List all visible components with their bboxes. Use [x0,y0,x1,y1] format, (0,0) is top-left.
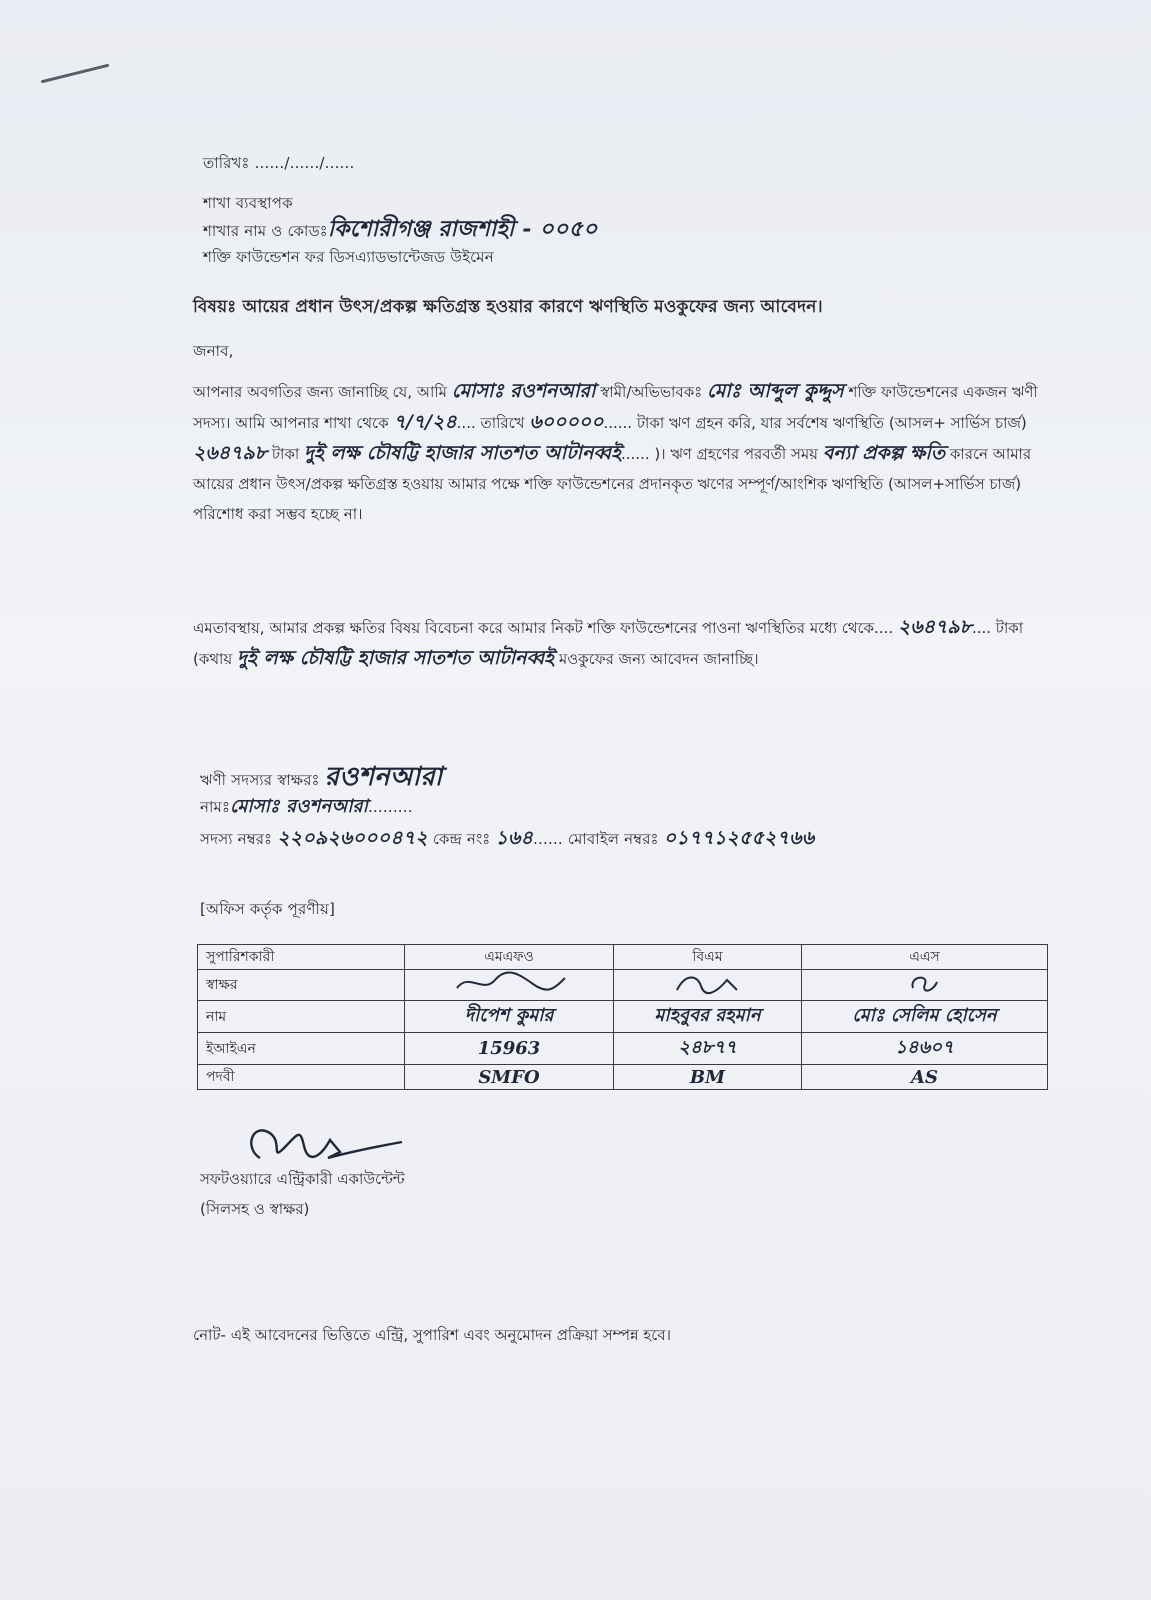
addressee: শাখা ব্যবস্থাপক [203,194,293,212]
mobile-no: ০১৭৭১২৫৫২৭৬৬ [663,827,815,849]
name-as: মোঃ সেলিম হোসেন [852,1005,997,1026]
branch-line [203,212,597,249]
designation-bm: BM [689,1066,726,1088]
table-row [198,1033,1048,1065]
borrower-name-handwritten: মোসাঃ রওশনআরা [451,380,596,402]
cell-mfo: এমএফও [405,945,614,970]
ein-mfo: 15963 [477,1038,541,1059]
waiver-words-handwritten: দুই লক্ষ চৌষট্টি হাজার সাতশত আটানব্বই [237,647,555,669]
para1-text-5: টাকা ঋণ গ্রহন করি, যার সর্বশেষ ঋণস্থিতি (আসল+ সার্ভিস চার্জ) [636,414,1027,432]
para1-text-8: কারনে আমার আয়ের প্রধান উৎস/প্রকল্প ক্ষতিগ্রস্ত হওয়ায় আমার পক্ষে শক্তি ফাউন্ডেশনের প্রদানকৃত ঋণের সম্পূর্ণ/আংশিক ঋণস্থিতি (আসল+সার্ভিস চার্জ) পরিশোধ করা সম্ভব হচ্ছে না। [193,445,1032,523]
cell-bm: বিএম [614,945,802,970]
signature-mfo [405,970,614,1001]
signature-label: ঋণী সদস্যর স্বাক্ষরঃ [200,771,320,789]
table-row [198,1065,1048,1090]
para2-text-1: এমতাবস্থায়, আমার প্রকল্প ক্ষতির বিষয় বিবেচনা করে আমার নিকট শক্তি ফাউন্ডেশনের পাওনা ঋণস্থিতির মধ্যে থেকে [193,619,875,637]
center-label: কেন্দ্র নংঃ [432,830,491,848]
name-mfo: দীপেশ কুমার [464,1005,554,1026]
designation-as: AS [911,1066,938,1088]
organization-name: শক্তি ফাউন্ডেশন ফর ডিসএ্যাডভান্টেজড উইমেন [203,248,494,266]
balance-handwritten: ২৬৪৭৯৮ [193,442,268,464]
row-label: সুপারিশকারী [198,945,405,970]
table-row [198,945,1048,970]
para1-text-1: আপনার অবগতির জন্য জানাচ্ছি যে, আমি [193,383,447,401]
member-no: ২২০৯২৬০০০৪৭২ [277,827,428,849]
borrower-name-line: নামঃমোসাঃ রওশনআরা......... [200,796,413,817]
pen-mark [41,64,110,84]
paragraph-one: আপনার অবগতির জন্য জানাচ্ছি যে, আমি মোসাঃ রওশনআরা স্বামী/অভিভাবকঃ মোঃ আব্দুল কুদ্দুস শক্তি ফাউন্ডেশনের একজন ঋণী সদস্য। আমি আপনার শাখা থেকে ৭/৭/২৪.... তারিখে ৬০০০০০...... টাকা ঋণ গ্রহন করি, যার সর্বশেষ ঋণস্থিতি (আসল+ সার্ভিস চার্জ) ২৬৪৭৯৮ টাকা দুই লক্ষ চৌষট্টি হাজার সাতশত আটানব্বই...... )। ঋণ গ্রহণের পরবর্তী সময় বন্যা প্রকল্প ক্ষতি কারনে আমার আয়ের প্রধান উৎস/প্রকল্প ক্ষতিগ্রস্ত হওয়ায় আমার পক্ষে শক্তি ফাউন্ডেশনের প্রদানকৃত ঋণের সম্পূর্ণ/আংশিক ঋণস্থিতি (আসল+সার্ভিস চার্জ) পরিশোধ করা সম্ভব হচ্ছে না। [193,380,1038,523]
signature-bm [614,970,802,1001]
loan-amount-handwritten: ৬০০০০০ [529,411,604,433]
ein-bm: ২৪৮৭৭ [678,1037,737,1058]
ein-as: ১৪৬০৭ [895,1037,954,1058]
accountant-note: (সিলসহ ও স্বাক্ষর) [200,1200,310,1218]
row-label: ইআইএন [198,1033,405,1065]
designation-mfo: SMFO [478,1066,540,1088]
para1-text-4: তারিখে [480,414,525,432]
loan-date-handwritten: ৭/৭/২৪ [393,411,457,433]
signature-mark [449,970,569,996]
signature-as [801,970,1047,1001]
member-info-line: সদস্য নম্বরঃ ২২০৯২৬০০০৪৭২ কেন্দ্র নংঃ ১৬৪...... মোবাইল নম্বরঃ ০১৭৭১২৫৫২৭৬৬ [200,827,815,849]
signature-mark [667,970,747,996]
center-no: ১৬৪ [495,827,534,849]
signature-mark [899,970,949,996]
cell-as: এএস [801,945,1047,970]
member-no-label: সদস্য নম্বরঃ [200,830,273,848]
waiver-amount-handwritten: ২৬৪৭৯৮ [897,616,972,638]
para2-text-2: টাকা (কথায় [193,619,1024,668]
para1-text-2: স্বামী/অভিভাবকঃ [600,383,703,401]
table-row [198,970,1048,1001]
para1-text-6: টাকা [271,445,300,463]
reason-handwritten: বন্যা প্রকল্প ক্ষতি [822,442,946,464]
guardian-name-handwritten: মোঃ আব্দুল কুদ্দুস [707,380,844,402]
paragraph-two: এমতাবস্থায়, আমার প্রকল্প ক্ষতির বিষয় বিবেচনা করে আমার নিকট শক্তি ফাউন্ডেশনের পাওনা ঋণস্থিতির মধ্যে থেকে.... ২৬৪৭৯৮.... টাকা (কথায় দুই লক্ষ চৌষট্টি হাজার সাতশত আটানব্বই মওকুফের জন্য আবেদন জানাচ্ছি। [193,616,1024,669]
office-section-title: [অফিস কর্তৃক পূরণীয়] [200,900,336,918]
branch-value: কিশোরীগঞ্জ রাজশাহী - ০০৫০ [327,216,598,242]
date-line: তারিখঃ ....../....../...... [203,154,355,172]
table-row [198,1001,1048,1033]
row-label: স্বাক্ষর [198,970,405,1001]
borrower-name: মোসাঃ রওশনআরা [230,796,368,817]
row-label: নাম [198,1001,405,1033]
footnote: নোট- এই আবেদনের ভিত্তিতে এন্ট্রি, সুপারিশ এবং অনুমোদন প্রক্রিয়া সম্পন্ন হবে। [193,1326,671,1344]
office-table [197,944,1048,1090]
para1-text-3: শক্তি ফাউন্ডেশনের একজন ঋণী সদস্য। আমি আপনার শাখা থেকে [193,383,1038,432]
para1-text-7: )। ঋণ গ্রহণের পরবর্তী সময় [654,445,819,463]
name-label: নামঃ [200,798,231,816]
row-label: পদবী [198,1065,405,1090]
branch-label: শাখার নাম ও কোডঃ [203,222,328,240]
mobile-label: মোবাইল নম্বরঃ [567,830,659,848]
para2-text-3: মওকুফের জন্য আবেদন জানাচ্ছি। [558,650,759,668]
borrower-signature: রওশনআরা [324,762,443,792]
subject-line: বিষয়ঃ আয়ের প্রধান উৎস/প্রকল্প ক্ষতিগ্রস্ত হওয়ার কারণে ঋণস্থিতি মওকুফের জন্য আবেদন। [193,297,823,317]
balance-words-handwritten: দুই লক্ষ চৌষট্টি হাজার সাতশত আটানব্বই [304,442,621,464]
salutation: জনাব, [193,342,234,360]
accountant-title: সফটওয়্যারে এন্ট্রিকারী একাউন্টেন্ট [200,1170,405,1188]
name-bm: মাহবুবর রহমান [654,1005,761,1026]
